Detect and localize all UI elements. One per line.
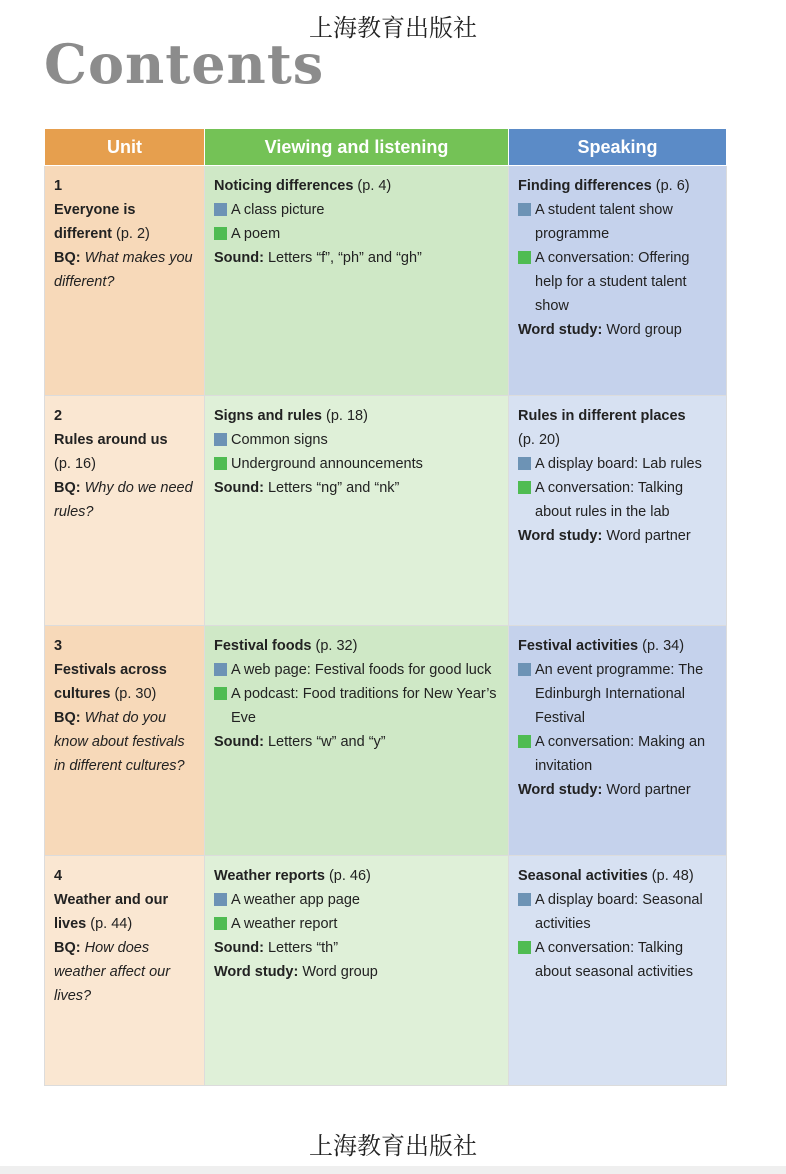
viewing-page: (p. 4) <box>357 178 392 194</box>
square-bullet-icon <box>214 893 227 906</box>
header-row <box>45 129 727 166</box>
viewing-cell <box>205 856 509 1086</box>
unit-title: Weather and our lives <box>54 892 169 932</box>
big-question: Why do we need rules? <box>54 480 193 520</box>
list-item: A student talent show programme <box>518 198 718 246</box>
square-bullet-icon <box>518 735 531 748</box>
unit-number: 4 <box>54 868 63 884</box>
unit-title: Rules around us <box>54 432 168 448</box>
list-item: A conversation: Talking about seasonal activities <box>518 936 718 984</box>
word-study-value: Word partner <box>606 528 691 544</box>
viewing-page: (p. 18) <box>326 408 368 424</box>
square-bullet-icon <box>214 433 227 446</box>
speaking-page: (p. 34) <box>642 638 685 654</box>
bottom-divider <box>0 1166 786 1174</box>
square-bullet-icon <box>214 687 227 700</box>
square-bullet-icon <box>214 203 227 216</box>
list-item: A weather app page <box>214 888 500 912</box>
big-question: How does weather affect our lives? <box>54 940 171 1004</box>
unit-number: 3 <box>54 638 63 654</box>
unit-page: (p. 2) <box>116 226 150 242</box>
speaking-page: (p. 48) <box>651 868 694 884</box>
list-item: A weather report <box>214 912 500 936</box>
square-bullet-icon <box>518 481 531 494</box>
square-bullet-icon <box>214 663 227 676</box>
viewing-title: Signs and rules <box>214 408 322 424</box>
bq-label: BQ: <box>54 250 81 266</box>
unit-cell <box>45 856 205 1086</box>
list-item: A display board: Seasonal activities <box>518 888 718 936</box>
square-bullet-icon <box>518 893 531 906</box>
contents-table <box>44 128 727 1086</box>
header-unit: Unit <box>45 129 205 166</box>
sound-label: Sound: <box>214 480 264 496</box>
unit-page: (p. 16) <box>54 456 96 472</box>
viewing-cell <box>205 396 509 626</box>
page-title: Contents <box>44 32 325 96</box>
word-study-value: Word group <box>302 964 378 980</box>
viewing-title: Festival foods <box>214 638 312 654</box>
unit-page: (p. 30) <box>114 686 157 702</box>
list-item: A web page: Festival foods for good luck <box>214 658 500 682</box>
speaking-title: Rules in different places <box>518 408 686 424</box>
publisher-watermark-bottom: 上海教育出版社 <box>309 1132 477 1160</box>
big-question: What makes you different? <box>54 250 193 290</box>
word-study-value: Word partner <box>606 782 691 798</box>
word-study-label: Word study: <box>518 782 603 798</box>
speaking-cell <box>509 396 727 626</box>
square-bullet-icon <box>518 203 531 216</box>
square-bullet-icon <box>214 917 227 930</box>
square-bullet-icon <box>518 457 531 470</box>
word-study-label: Word study: <box>214 964 299 980</box>
square-bullet-icon <box>518 251 531 264</box>
bq-label: BQ: <box>54 480 81 496</box>
table-row <box>45 626 727 856</box>
sound-label: Sound: <box>214 250 264 266</box>
bq-label: BQ: <box>54 710 81 726</box>
unit-number: 2 <box>54 408 63 424</box>
header-viewing-listening: Viewing and listening <box>205 129 509 166</box>
square-bullet-icon <box>214 457 227 470</box>
list-item: An event programme: The Edinburgh International Festival <box>518 658 718 730</box>
list-item: Common signs <box>214 428 500 452</box>
sound-value: Letters “th” <box>267 940 339 956</box>
viewing-page: (p. 32) <box>315 638 358 654</box>
square-bullet-icon <box>214 227 227 240</box>
list-item: A poem <box>214 222 500 246</box>
unit-title: Everyone is different <box>54 202 136 242</box>
square-bullet-icon <box>518 941 531 954</box>
big-question: What do you know about festivals in different cultures? <box>54 710 185 774</box>
speaking-page: (p. 6) <box>655 178 690 194</box>
viewing-title: Noticing differences <box>214 178 354 194</box>
unit-cell <box>45 396 205 626</box>
speaking-title: Finding differences <box>518 178 652 194</box>
square-bullet-icon <box>518 663 531 676</box>
sound-label: Sound: <box>214 734 264 750</box>
sound-value: Letters “w” and “y” <box>267 734 386 750</box>
sound-value: Letters “f”, “ph” and “gh” <box>267 250 422 266</box>
header-speaking: Speaking <box>509 129 727 166</box>
unit-title: Festivals across cultures <box>54 662 167 702</box>
table-row <box>45 396 727 626</box>
speaking-cell <box>509 856 727 1086</box>
sound-label: Sound: <box>214 940 264 956</box>
table-row <box>45 166 727 396</box>
publisher-watermark-top: 上海教育出版社 <box>309 14 477 42</box>
list-item: A class picture <box>214 198 500 222</box>
speaking-page: (p. 20) <box>518 432 560 448</box>
speaking-cell <box>509 166 727 396</box>
word-study-label: Word study: <box>518 322 603 338</box>
unit-number: 1 <box>54 178 63 194</box>
list-item: Underground announcements <box>214 452 500 476</box>
list-item: A conversation: Offering help for a student talent show <box>518 246 718 318</box>
list-item: A conversation: Talking about rules in the lab <box>518 476 718 524</box>
viewing-cell <box>205 626 509 856</box>
viewing-title: Weather reports <box>214 868 325 884</box>
unit-page: (p. 44) <box>90 916 133 932</box>
word-study-value: Word group <box>606 322 682 338</box>
speaking-title: Seasonal activities <box>518 868 648 884</box>
speaking-title: Festival activities <box>518 638 639 654</box>
speaking-cell <box>509 626 727 856</box>
word-study-label: Word study: <box>518 528 603 544</box>
unit-cell <box>45 626 205 856</box>
bq-label: BQ: <box>54 940 81 956</box>
sound-value: Letters “ng” and “nk” <box>267 480 400 496</box>
list-item: A conversation: Making an invitation <box>518 730 718 778</box>
viewing-cell <box>205 166 509 396</box>
list-item: A display board: Lab rules <box>518 452 718 476</box>
table-row <box>45 856 727 1086</box>
list-item: A podcast: Food traditions for New Year’s Eve <box>214 682 500 730</box>
unit-cell <box>45 166 205 396</box>
viewing-page: (p. 46) <box>328 868 371 884</box>
